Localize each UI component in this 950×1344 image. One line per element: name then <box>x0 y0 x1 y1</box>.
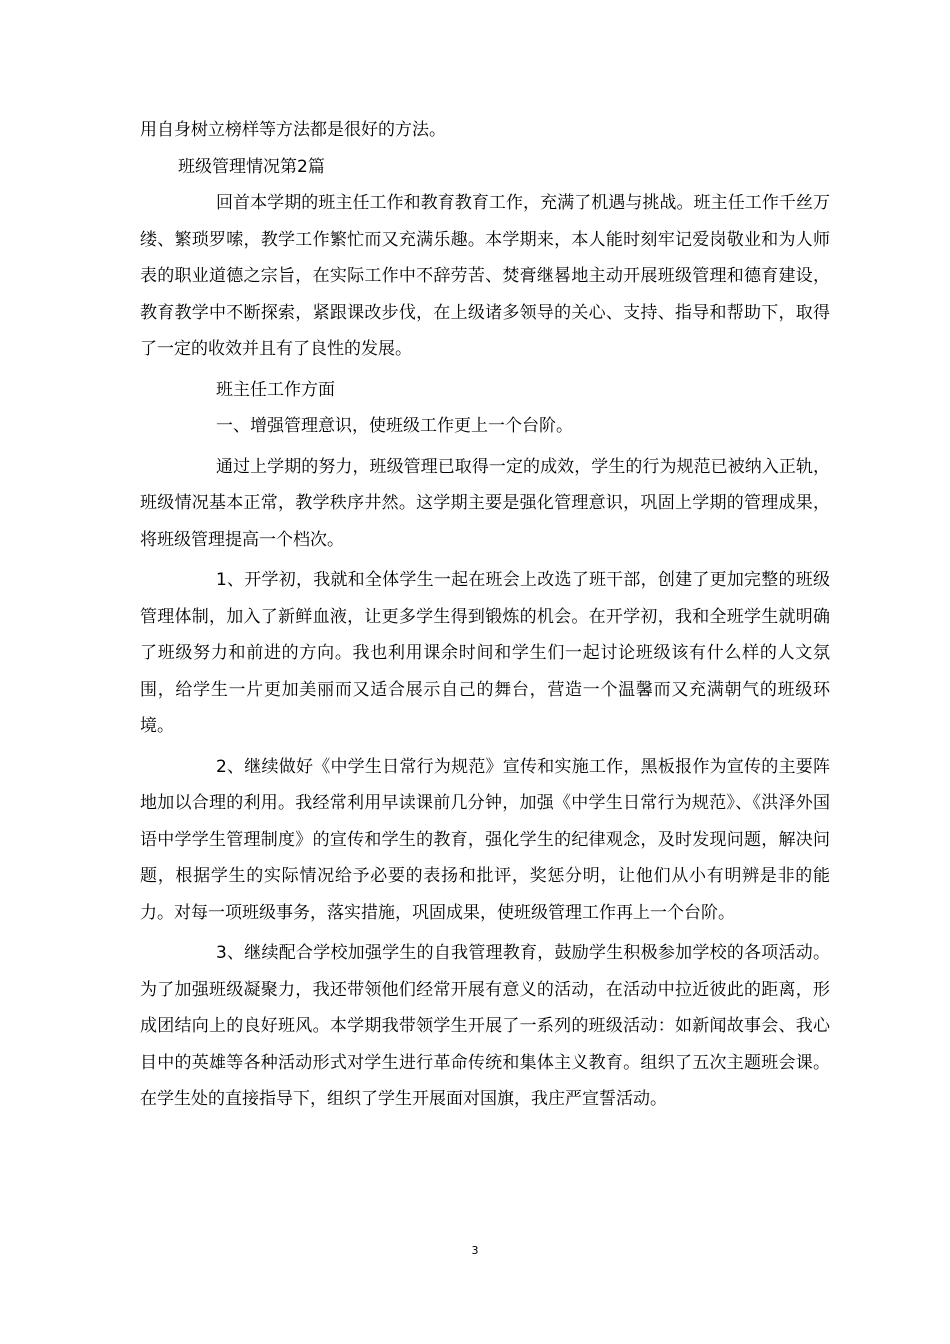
section-title: 班级管理情况第2篇 <box>178 156 325 177</box>
subsection-point-1: 一、增强管理意识，使班级工作更上一个台阶。 <box>216 416 573 436</box>
subsection-heading: 班主任工作方面 <box>216 379 335 400</box>
paragraph-item-2: 2、继续做好《中学生日常行为规范》宣传和实施工作，黑板报作为宣传的主要阵地加以合理的利用。我经常利用早读课前几分钟，加强《中学生日常行为规范》、《洪泽外国语中学学生管理制度》的宣传和学生的教育，强化学生的纪律观念，及时发现问题，解决问题，根据学生的实际情况给予必要的表扬和批评，奖惩分明，让他们从小有明辨是非的能力。对每一项班级事务，落实措施，巩固成果，使班级管理工作再上一个台阶。 <box>140 756 830 923</box>
paragraph-continuation: 用自身树立榜样等方法都是很好的方法。 <box>140 120 446 140</box>
paragraph-progress: 通过上学期的努力，班级管理已取得一定的成效，学生的行为规范已被纳入正轨，班级情况基本正常，教学秩序井然。这学期主要是强化管理意识，巩固上学期的管理成果，将班级管理提高一个档次。 <box>140 456 830 550</box>
paragraph-item-1: 1、开学初，我就和全体学生一起在班会上改选了班干部，创建了更加完整的班级管理体制，加入了新鲜血液，让更多学生得到锻炼的机会。在开学初，我和全班学生就明确了班级努力和前进的方向。我也利用课余时间和学生们一起讨论班级该有什么样的人文氛围，给学生一片更加美丽而又适合展示自己的舞台，营造一个温馨而又充满朝气的班级环境。 <box>140 570 830 736</box>
paragraph-intro: 回首本学期的班主任工作和教育教育工作，充满了机遇与挑战。班主任工作千丝万缕、繁琐罗嗦，教学工作繁忙而又充满乐趣。本学期来，本人能时刻牢记爱岗敬业和为人师表的职业道德之宗旨，在实际工作中不辞劳苦、焚膏继晷地主动开展班级管理和德育建设，教育教学中不断探索，紧跟课改步伐，在上级诸多领导的关心、支持、指导和帮助下，取得了一定的收效并且有了良性的发展。 <box>140 193 830 359</box>
paragraph-item-3: 3、继续配合学校加强学生的自我管理教育，鼓励学生积极参加学校的各项活动。为了加强班级凝聚力，我还带领他们经常开展有意义的活动，在活动中拉近彼此的距离，形成团结向上的良好班风。本学期我带领学生开展了一系列的班级活动：如新闻故事会、我心目中的英雄等各种活动形式对学生进行革命传统和集体主义教育。组织了五次主题班会课。在学生处的直接指导下，组织了学生开展面对国旗，我庄严宣誓活动。 <box>140 943 830 1109</box>
page-number: 3 <box>471 1244 479 1257</box>
document-body <box>140 112 830 1118</box>
